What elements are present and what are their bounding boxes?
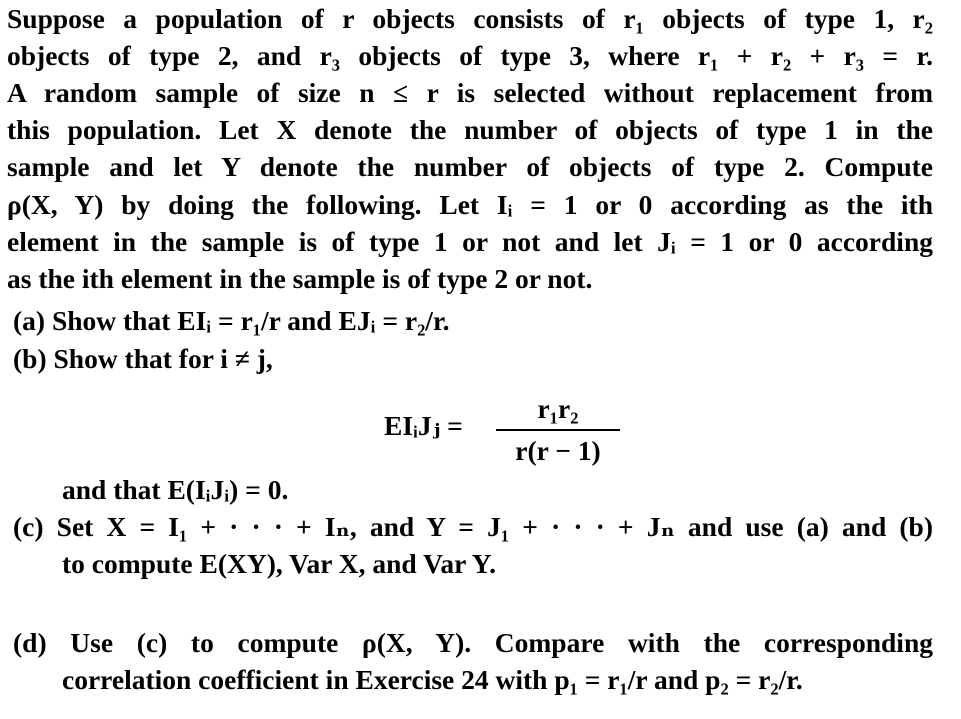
intro-line-3: A random sample of size n ≤ r is selected without replacement from bbox=[7, 77, 933, 108]
formula-fraction bbox=[496, 392, 620, 468]
part-d-line-2: correlation coefficient in Exercise 24 with p₁ = r₁/r and p₂ = r₂/r. bbox=[62, 664, 803, 695]
part-c-line-1: (c) Set X = I₁ + · · · + Iₙ, and Y = J₁ + · · · + Jₙ and use (a) and (b) bbox=[13, 511, 933, 542]
intro-line-1: Suppose a population of r objects consists of r₁ objects of type 1, r₂ bbox=[7, 3, 933, 34]
covariance-formula bbox=[384, 392, 644, 472]
intro-line-8: as the ith element in the sample is of type 2 or not. bbox=[7, 263, 593, 294]
formula-lhs: EIᵢJⱼ = bbox=[384, 410, 463, 441]
part-d-line-1: (d) Use (c) to compute ρ(X, Y). Compare with the corresponding bbox=[13, 627, 933, 658]
fraction-bar bbox=[496, 429, 620, 431]
intro-line-2: objects of type 2, and r₃ objects of type 3, where r₁ + r₂ + r₃ = r. bbox=[7, 40, 933, 71]
intro-line-5: sample and let Y denote the number of objects of type 2. Compute bbox=[7, 151, 933, 182]
part-b: (b) Show that for i ≠ j, bbox=[13, 343, 273, 374]
formula-denominator: r(r − 1) bbox=[515, 435, 601, 466]
part-c-line-2: to compute E(XY), Var X, and Var Y. bbox=[62, 548, 496, 579]
intro-line-7: element in the sample is of type 1 or not and let Jᵢ = 1 or 0 according bbox=[7, 226, 933, 257]
part-a: (a) Show that EIᵢ = r₁/r and EJᵢ = r₂/r. bbox=[13, 305, 450, 336]
intro-line-6: ρ(X, Y) by doing the following. Let Iᵢ = 1 or 0 according as the ith bbox=[7, 189, 933, 220]
formula-numerator: r₁r₂ bbox=[537, 393, 579, 424]
part-b-continuation: and that E(IᵢJᵢ) = 0. bbox=[62, 474, 289, 505]
intro-line-4: this population. Let X denote the number of objects of type 1 in the bbox=[7, 114, 933, 145]
